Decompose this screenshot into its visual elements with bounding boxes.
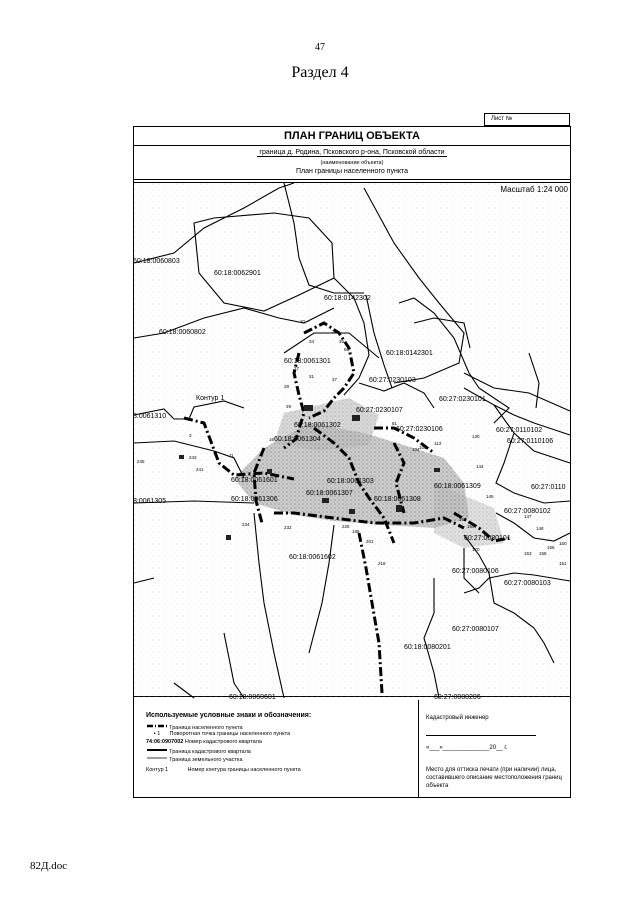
point-number: 35 [339,339,345,344]
parcel-label: 60:27:0110106 [507,438,554,445]
parcel-label: 60:27:0230106 [396,426,443,433]
engineer-label: Кадастровый инженер [426,715,489,721]
parcel-label: 60:18:0061306 [231,496,278,503]
point-number: 81 [392,421,398,426]
point-number: 27 [294,366,300,371]
legend-label: Граница населенного пункта [169,725,243,731]
cadastral-map [133,183,570,701]
sheet-number-box: Лист № [484,113,570,126]
legend-symbol: Контур 1 [146,767,169,773]
parcel-label: 60:27:0080106 [452,568,499,575]
parcel-label: 8:0061310 [133,413,167,420]
parcel-label: 60:27:0230101 [439,396,486,403]
parcel-label: 60:18:0062901 [214,270,261,277]
map-scale: Масштаб 1:24 000 [500,185,568,194]
point-number: 29 [286,404,292,409]
parcel-label: 60:27:0110 [531,484,566,491]
legend-label: Поворотная точка границы населенного пункта [169,731,291,737]
point-number: 16 [269,437,275,442]
point-number: 148 [536,526,544,531]
parcel-label: 60:18:0061301 [284,358,331,365]
parcel-label: 60:27:0080101 [464,535,511,542]
point-number: 20 [300,319,306,324]
legend-symbol: 74:06:0907002 [146,739,184,745]
engineer-date: «___»______________20__ г. [426,745,508,751]
engineer-signature-line [426,735,536,736]
legend-settlement-boundary [146,723,243,731]
point-number: 232 [284,525,292,530]
point-number: 234 [242,522,250,527]
parcel-label: 60:18:0061302 [294,422,341,429]
point-number: 144 [476,464,484,469]
parcel-label: 60:18:0060802 [159,329,206,336]
point-number: 28 [284,384,290,389]
map-area [133,182,570,701]
parcel-label: 60:27:0110102 [496,427,543,434]
parcel-label: 60:27:0080103 [504,580,551,587]
point-number: 201 [366,539,374,544]
point-number: 37 [332,377,338,382]
legend-label: Номер кадастрового квартала [184,739,262,745]
section-title: Раздел 4 [291,64,349,81]
point-number: 31 [309,374,315,379]
parcel-label: 60:27:0080107 [452,626,499,633]
plan-title: ПЛАН ГРАНИЦ ОБЪЕКТА [133,126,571,146]
point-number: 165 [467,524,475,529]
point-number: 33 [332,329,338,334]
parcel-label: 60:27:0230107 [356,407,403,414]
parcel-label: 8:0061305 [133,498,167,505]
point-number: 105 [419,445,427,450]
point-number: 11 [229,453,234,458]
divider [134,179,570,180]
point-number: 145 [486,494,494,499]
legend-parcel-boundary [146,755,243,763]
legend-label: Граница кадастрового квартала [169,749,251,755]
point-number: 156 [547,545,555,550]
parcel-label: 60:18:0061601 [231,477,278,484]
point-number: 113 [434,441,442,446]
parcel-label: 60:18:0061308 [374,496,421,503]
point-number: 104 [412,447,420,452]
point-number: 155 [539,551,547,556]
parcel-label: 60:27:0230103 [369,377,416,384]
point-number: 151 [559,561,567,566]
point-number: 160 [459,517,467,522]
point-number: 130 [472,434,480,439]
stamp-place: Место для оттиска печати (при наличии) лица, составившего описание местоположения границ объекта [426,767,562,789]
footer-filename: 82Д.doc [30,860,68,872]
legend-turning-point [146,731,290,737]
parcel-label: Контур 1 [196,395,225,402]
object-name: граница д. Родина, Псковского р-она, Псковской области [259,149,445,156]
point-number: 245 [137,459,145,464]
parcel-label: 60:18:0142301 [386,350,433,357]
point-number: 3 [189,433,192,438]
point-number: 243 [189,455,197,460]
point-number: 56 [344,347,350,352]
legend-divider [418,700,419,798]
point-number: 147 [524,514,532,519]
parcel-label: 60:18:0061307 [306,490,353,497]
parcel-label: 60:18:0061304 [274,436,321,443]
legend-contour-number [146,767,301,773]
page-number: 47 [315,42,325,53]
legend-label: Граница земельного участка [169,757,243,763]
plan-subtitle: План границы населенного пункта [296,168,408,175]
point-number: 150 [559,541,567,546]
point-number: 170 [472,547,480,552]
parcel-label: 60:18:0061303 [327,478,374,485]
legend-label: Номер контура границы населенного пункта [187,767,301,773]
point-number: 34 [309,339,315,344]
legend-quarter-boundary [146,747,251,755]
point-number: 241 [196,467,204,472]
parcel-label: 60:18:0060601 [229,694,276,701]
parcel-label: 60:18:0060803 [133,258,180,265]
legend-quarter-number [146,739,262,745]
point-number: 226 [342,524,350,529]
parcel-label: 60:27:0080206 [434,694,481,701]
parcel-label: 60:18:0061602 [289,554,336,561]
parcel-label: 60:18:0061309 [434,483,481,490]
parcel-label: 60:18:0080201 [404,644,451,651]
legend-title: Используемые условные знаки и обозначения: [146,712,312,719]
point-number: 185 [352,529,360,534]
legend-symbol: • 1 [153,731,161,737]
parcel-label: 60:18:0142302 [324,295,371,302]
object-caption: (наименование объекта) [320,160,384,166]
point-number: 218 [378,561,386,566]
point-number: 153 [524,551,532,556]
parcel-label: 60:27:0080102 [504,508,551,515]
